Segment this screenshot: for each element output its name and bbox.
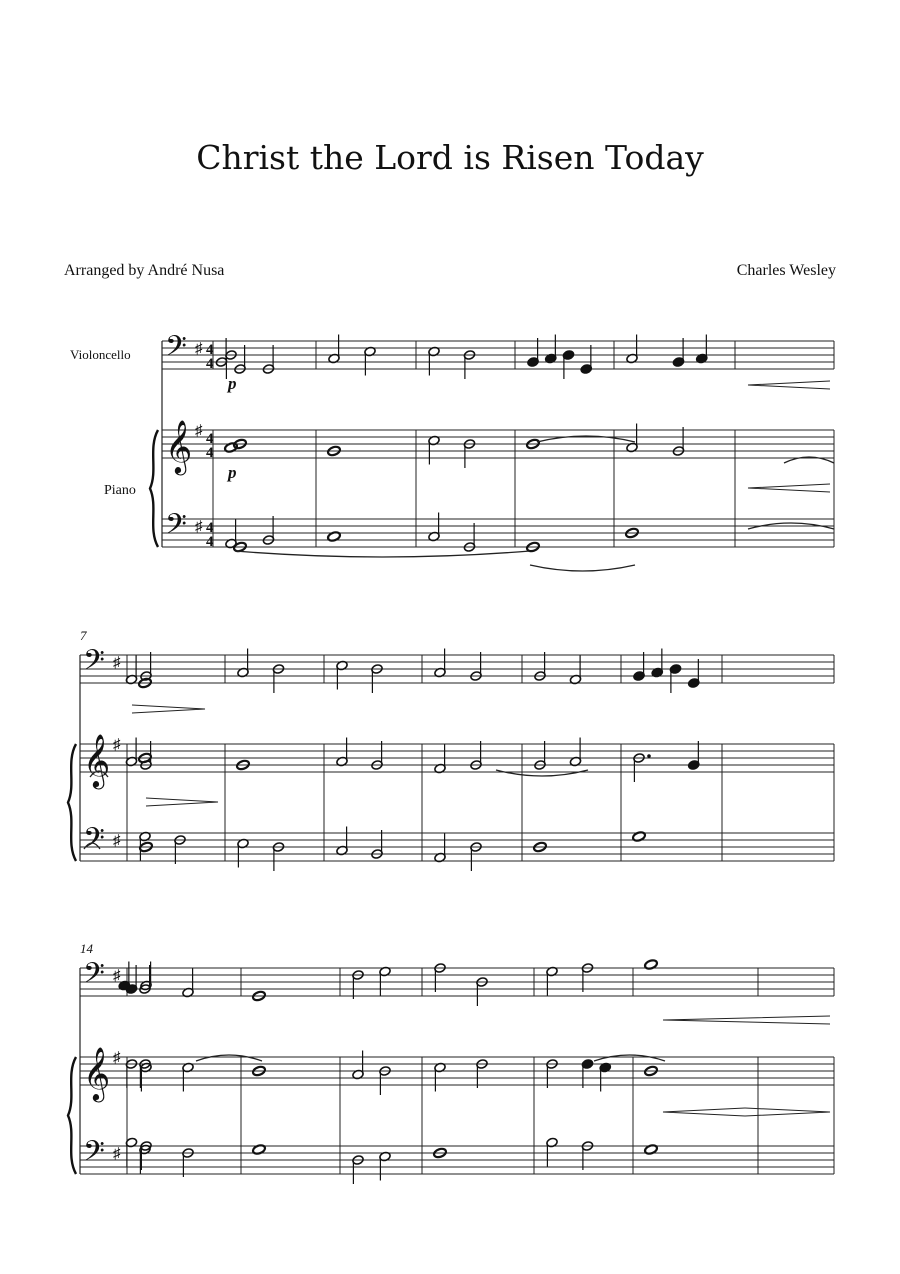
tie-slur xyxy=(196,1055,262,1061)
bass-clef-icon: 𝄢 xyxy=(165,332,187,369)
measure-number: 14 xyxy=(80,941,93,956)
piano-treble-staff xyxy=(162,430,834,458)
time-signature-denominator: 4 xyxy=(206,356,214,372)
crescendo-hairpin xyxy=(663,1108,745,1116)
key-signature-sharp-icon: ♯ xyxy=(113,1146,121,1162)
treble-clef-icon: 𝄞 xyxy=(165,421,193,472)
key-signature-sharp-icon: ♯ xyxy=(113,968,121,984)
treble-clef-icon: 𝄞 xyxy=(83,735,111,786)
key-signature-sharp-icon: ♯ xyxy=(113,737,121,753)
cello-staff xyxy=(80,655,834,683)
score-title: Christ the Lord is Risen Today xyxy=(196,138,704,177)
dynamic-marking: p xyxy=(228,463,237,482)
tie-slur xyxy=(530,565,635,571)
key-signature-sharp-icon: ♯ xyxy=(195,341,203,357)
tie-slur xyxy=(496,770,588,776)
key-signature-sharp-icon: ♯ xyxy=(113,1050,121,1066)
time-signature-numerator: 4 xyxy=(206,342,214,358)
measure-number: 7 xyxy=(80,628,87,643)
key-signature-sharp-icon: ♯ xyxy=(195,423,203,439)
piano-brace xyxy=(68,1057,76,1174)
piano-treble-staff xyxy=(80,744,834,772)
instrument-label-piano: Piano xyxy=(104,483,136,498)
decrescendo-hairpin xyxy=(132,705,205,713)
piano-bass-staff xyxy=(162,519,834,547)
crescendo-hairpin xyxy=(748,381,830,389)
bass-clef-icon: 𝄢 xyxy=(83,959,105,996)
time-signature-denominator: 4 xyxy=(206,445,214,461)
piano-bass-staff xyxy=(80,833,834,861)
tie-slur xyxy=(594,1055,665,1061)
cello-staff xyxy=(162,341,834,369)
time-signature-numerator: 4 xyxy=(206,431,214,447)
dynamic-marking: p xyxy=(228,374,237,393)
bass-clef-icon: 𝄢 xyxy=(83,646,105,683)
piano-brace xyxy=(150,430,158,547)
decrescendo-hairpin xyxy=(146,798,218,806)
bass-clef-icon: 𝄢 xyxy=(83,824,105,861)
instrument-label-cello: Violoncello xyxy=(70,347,131,362)
augmentation-dot xyxy=(647,754,651,758)
tie-slur xyxy=(235,551,530,557)
arranger-credit: Arranged by André Nusa xyxy=(64,262,225,279)
composer-credit: Charles Wesley xyxy=(736,262,836,279)
key-signature-sharp-icon: ♯ xyxy=(195,519,203,535)
treble-clef-icon: 𝄞 xyxy=(83,1048,111,1099)
crescendo-hairpin xyxy=(748,484,830,492)
piano-treble-staff xyxy=(80,1057,834,1085)
key-signature-sharp-icon: ♯ xyxy=(113,833,121,849)
crescendo-hairpin xyxy=(663,1016,830,1024)
bass-clef-icon: 𝄢 xyxy=(165,510,187,547)
bass-clef-icon: 𝄢 xyxy=(83,1137,105,1174)
time-signature-denominator: 4 xyxy=(206,534,214,550)
piano-brace xyxy=(68,744,76,861)
time-signature-numerator: 4 xyxy=(206,520,214,536)
key-signature-sharp-icon: ♯ xyxy=(113,655,121,671)
